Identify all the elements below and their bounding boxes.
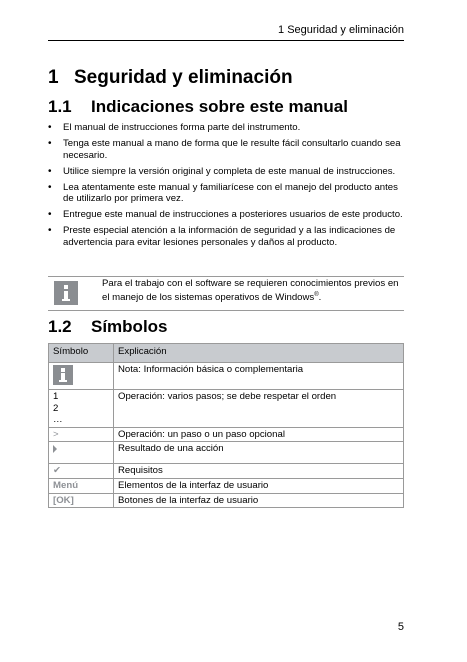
bullet-item: • Tenga este manual a mano de forma que le resulte fácil consultarlo cuando sea necesario. bbox=[48, 138, 404, 161]
note-body: Para el trabajo con el software se requieren conocimientos previos en el manejo de los sistemas operativos de Windows bbox=[102, 278, 399, 303]
chapter-heading bbox=[48, 66, 293, 90]
explanation-cell: Elementos de la interfaz de usuario bbox=[114, 478, 404, 493]
step-ellipsis: … bbox=[53, 414, 63, 426]
symbol-cell bbox=[49, 363, 114, 390]
table-header-row bbox=[49, 344, 404, 363]
header-rule bbox=[48, 40, 404, 41]
explanation-cell: Resultado de una acción bbox=[114, 442, 404, 464]
column-header-symbol: Símbolo bbox=[49, 344, 114, 363]
page-number: 5 bbox=[397, 621, 404, 633]
bullet-item: • El manual de instrucciones forma parte del instrumento. bbox=[48, 122, 404, 134]
step-number: 1 bbox=[53, 391, 59, 402]
info-icon bbox=[54, 281, 78, 305]
explanation-cell: Nota: Información básica o complementaria bbox=[114, 363, 404, 390]
step-number: 2 bbox=[53, 402, 59, 414]
explanation-cell: Operación: un paso o un paso opcional bbox=[114, 427, 404, 442]
info-note-text bbox=[102, 278, 402, 303]
info-icon bbox=[53, 365, 73, 385]
triangle-right-icon bbox=[53, 445, 57, 453]
symbol-cell bbox=[49, 390, 114, 428]
section-number: 1.2 bbox=[48, 317, 72, 336]
bullet-item: • Lea atentamente este manual y familiarícese con el manejo del producto antes de utilizarlo por primera vez. bbox=[48, 182, 404, 205]
explanation-cell: Operación: varios pasos; se debe respetar el orden bbox=[114, 390, 404, 428]
registered-mark: ® bbox=[314, 291, 319, 298]
chevron-right-icon: > bbox=[49, 427, 114, 442]
symbol-cell bbox=[49, 442, 114, 464]
running-header: 1 Seguridad y eliminación bbox=[278, 24, 404, 36]
bullet-item: • Utilice siempre la versión original y completa de este manual de instrucciones. bbox=[48, 166, 404, 178]
chapter-number: 1 bbox=[48, 67, 59, 88]
table-row bbox=[49, 427, 404, 442]
section-number: 1.1 bbox=[48, 97, 72, 116]
table-row bbox=[49, 478, 404, 493]
symbols-table bbox=[48, 343, 404, 508]
checkmark-icon: ✔ bbox=[49, 464, 114, 479]
table-row bbox=[49, 390, 404, 428]
bullet-list bbox=[48, 122, 404, 253]
section-title: Indicaciones sobre este manual bbox=[91, 97, 348, 116]
symbol-cell: Menú bbox=[49, 478, 114, 493]
bullet-item: • Entregue este manual de instrucciones a posteriores usuarios de este producto. bbox=[48, 209, 404, 221]
note-suffix: . bbox=[318, 291, 322, 303]
explanation-cell: Botones de la interfaz de usuario bbox=[114, 493, 404, 508]
section-heading-1-1 bbox=[48, 96, 348, 118]
section-heading-1-2 bbox=[48, 316, 168, 338]
table-row bbox=[49, 442, 404, 464]
table-row bbox=[49, 493, 404, 508]
bullet-item: • Preste especial atención a la información de seguridad y a las indicaciones de advertencia para evitar lesiones personales y daños al producto. bbox=[48, 225, 404, 248]
explanation-cell: Requisitos bbox=[114, 464, 404, 479]
section-title: Símbolos bbox=[91, 317, 168, 336]
info-note bbox=[48, 276, 404, 311]
symbol-cell: [OK] bbox=[49, 493, 114, 508]
table-row bbox=[49, 363, 404, 390]
table-row bbox=[49, 464, 404, 479]
column-header-explanation: Explicación bbox=[114, 344, 404, 363]
chapter-title: Seguridad y eliminación bbox=[74, 67, 293, 88]
